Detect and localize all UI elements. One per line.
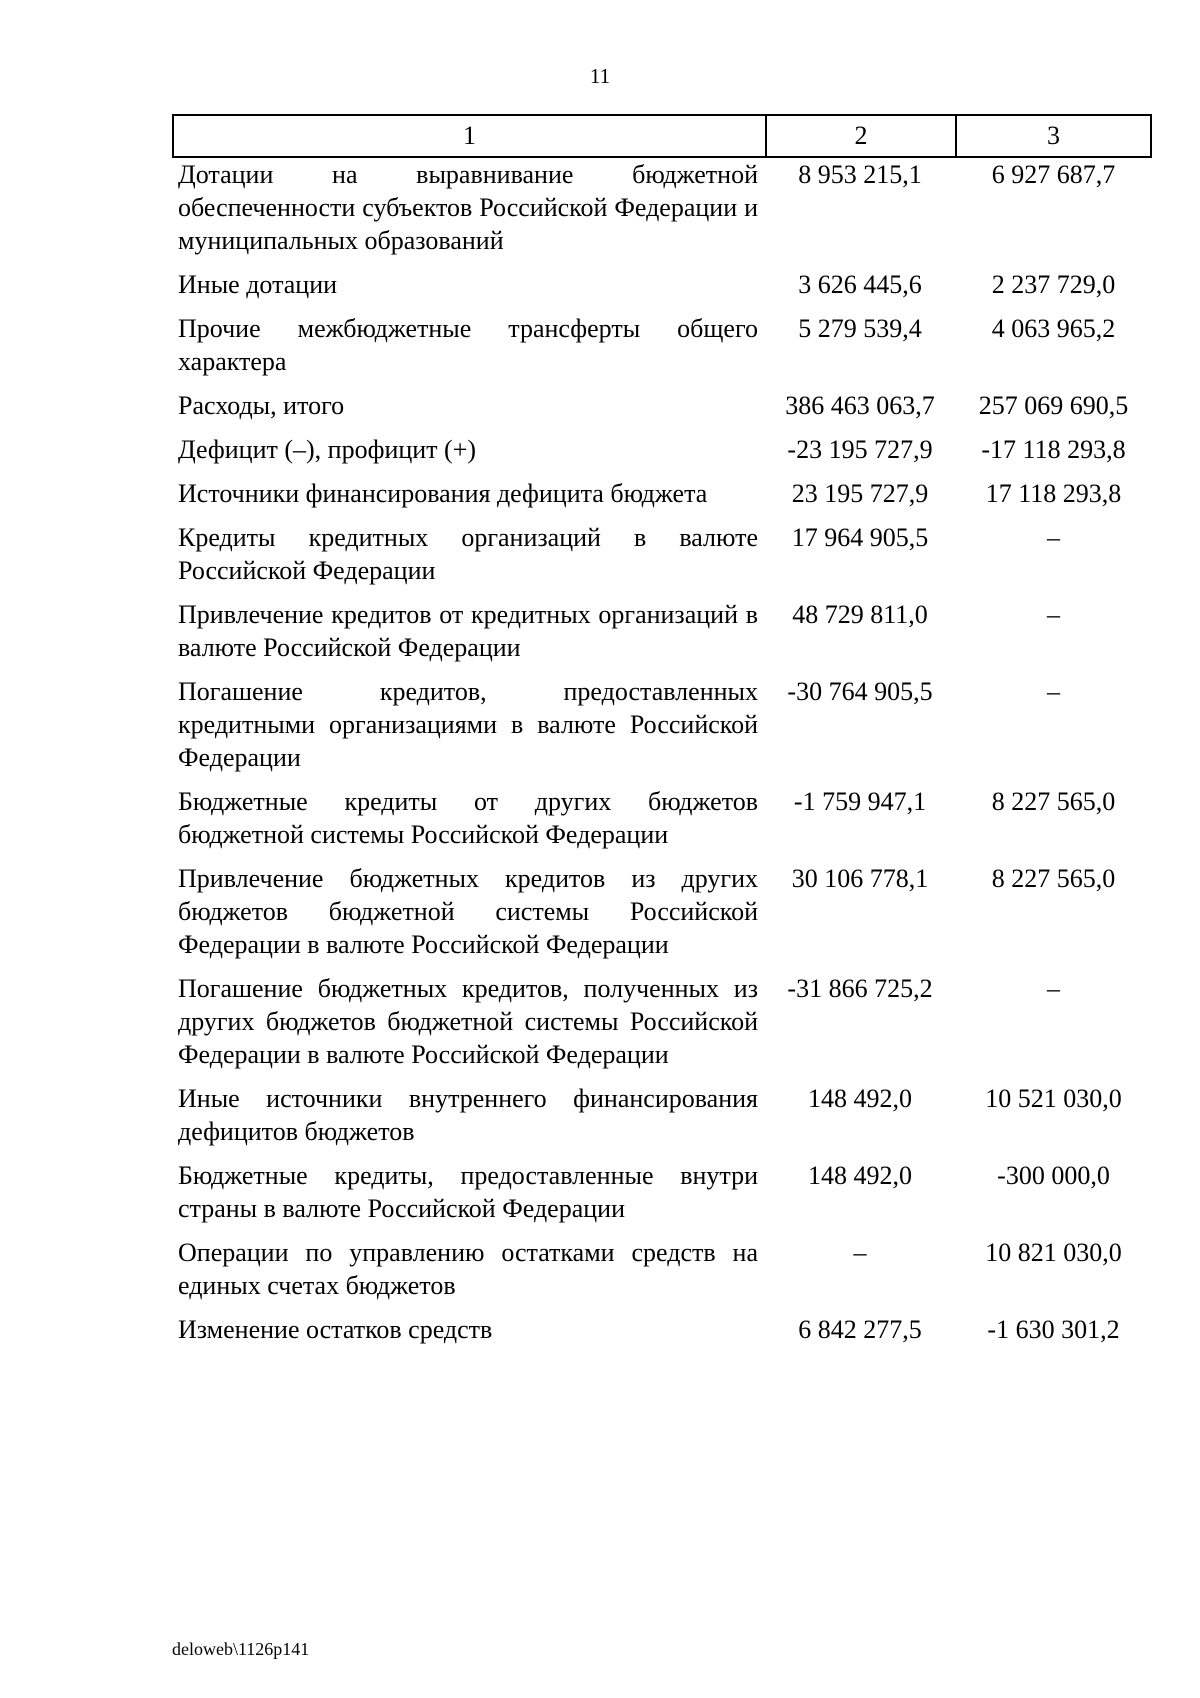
table-header — [172, 114, 1152, 158]
row-label: Бюджетные кредиты, предоставленные внутри страны в валюте Российской Федерации — [178, 1161, 758, 1223]
row-label: Погашение бюджетных кредитов, полученных из других бюджетов бюджетной системы Российской Федерации в валюте Российской Федерации — [178, 974, 758, 1069]
row-label: Расходы, итого — [178, 391, 345, 420]
header-col-3: 3 — [1047, 121, 1060, 150]
table-row — [172, 598, 1152, 664]
row-value-col3: 6 927 687,7 — [991, 160, 1116, 189]
row-value-col3: – — [1047, 523, 1060, 552]
table-row — [172, 1082, 1152, 1148]
row-label: Дефицит (–), профицит (+) — [178, 435, 477, 464]
table-row — [172, 862, 1152, 961]
table-row — [172, 1313, 1152, 1346]
table-body — [172, 158, 1152, 1357]
row-label: Изменение остатков средств — [178, 1315, 493, 1344]
row-value-col3: 17 118 293,8 — [985, 479, 1122, 508]
row-label: Операции по управлению остатками средств на единых счетах бюджетов — [178, 1238, 758, 1300]
page-number: 11 — [589, 64, 611, 88]
row-value-col2: – — [853, 1238, 867, 1267]
table-row — [172, 433, 1152, 466]
table-row — [172, 268, 1152, 301]
row-label: Привлечение бюджетных кредитов из других бюджетов бюджетной системы Российской Федерации в валюте Российской Федерации — [178, 864, 758, 959]
row-value-col2: -31 866 725,2 — [787, 974, 933, 1003]
row-label: Прочие межбюджетные трансферты общего характера — [178, 314, 758, 376]
table-row — [172, 158, 1152, 257]
table-row — [172, 675, 1152, 774]
row-value-col3: – — [1047, 974, 1060, 1003]
row-value-col2: 5 279 539,4 — [798, 314, 922, 343]
row-label: Источники финансирования дефицита бюджета — [178, 479, 708, 508]
row-value-col3: – — [1047, 677, 1060, 706]
row-value-col2: -23 195 727,9 — [787, 435, 933, 464]
row-value-col2: 148 492,0 — [808, 1084, 912, 1113]
row-value-col2: -30 764 905,5 — [787, 677, 933, 706]
row-label: Кредиты кредитных организаций в валюте Российской Федерации — [178, 523, 758, 585]
row-value-col3: 4 063 965,2 — [991, 314, 1116, 343]
table-row — [172, 312, 1152, 378]
row-value-col3: 8 227 565,0 — [991, 787, 1116, 816]
row-label: Привлечение кредитов от кредитных организаций в валюте Российской Федерации — [178, 600, 758, 662]
row-value-col3: 10 821 030,0 — [985, 1238, 1122, 1267]
header-col-2: 2 — [767, 116, 957, 156]
row-label: Дотации на выравнивание бюджетной обеспеченности субъектов Российской Федерации и муниципальных образований — [178, 160, 758, 255]
row-value-col2: 48 729 811,0 — [792, 600, 928, 629]
row-value-col2: 17 964 905,5 — [791, 523, 929, 552]
row-value-col2: 386 463 063,7 — [785, 391, 935, 420]
table-row — [172, 1159, 1152, 1225]
table-row — [172, 389, 1152, 422]
row-value-col2: 23 195 727,9 — [791, 479, 929, 508]
row-value-col3: 10 521 030,0 — [985, 1084, 1122, 1113]
document-reference: deloweb\1126p141 — [172, 1639, 310, 1659]
row-label: Иные источники внутреннего финансирования дефицитов бюджетов — [178, 1084, 758, 1146]
row-value-col2: 6 842 277,5 — [798, 1315, 922, 1344]
table-row — [172, 521, 1152, 587]
table-row — [172, 972, 1152, 1071]
row-value-col3: 8 227 565,0 — [991, 864, 1116, 893]
row-value-col3: 257 069 690,5 — [978, 391, 1129, 420]
row-label: Бюджетные кредиты от других бюджетов бюджетной системы Российской Федерации — [178, 787, 758, 849]
table-row — [172, 477, 1152, 510]
row-value-col2: 30 106 778,1 — [791, 864, 929, 893]
row-value-col3: -1 630 301,2 — [987, 1315, 1120, 1344]
table-row — [172, 785, 1152, 851]
row-value-col3: -17 118 293,8 — [981, 435, 1126, 464]
row-value-col2: 3 626 445,6 — [798, 270, 922, 299]
table-row — [172, 1236, 1152, 1302]
header-col-1: 1 — [174, 116, 767, 156]
row-value-col2: 148 492,0 — [808, 1161, 912, 1190]
row-value-col2: 8 953 215,1 — [798, 160, 922, 189]
row-value-col2: -1 759 947,1 — [793, 787, 927, 816]
row-value-col3: – — [1047, 600, 1060, 629]
row-label: Погашение кредитов, предоставленных кредитными организациями в валюте Российской Федерации — [178, 677, 758, 772]
row-value-col3: 2 237 729,0 — [991, 270, 1116, 299]
row-value-col3: -300 000,0 — [997, 1161, 1110, 1190]
row-label: Иные дотации — [178, 270, 338, 299]
